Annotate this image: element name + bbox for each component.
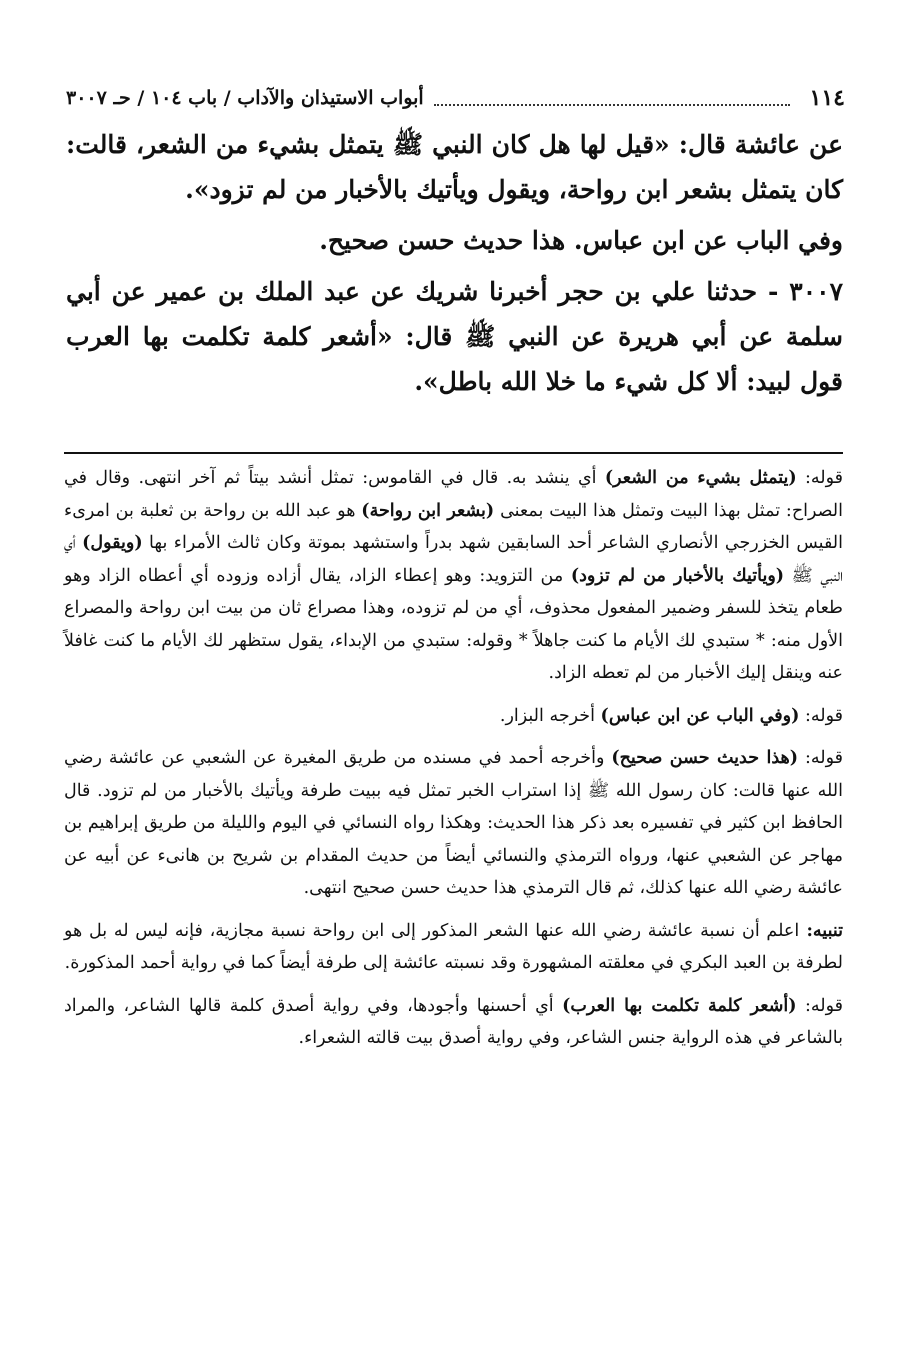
note-text: من التزويد: وهو إعطاء الزاد، يقال أزاده وزوده أي أعطاه الزاد وهو طعام يتخذ للسفر وضمير المفعول محذوف، أي من لم تزوده، وهذا مصراع ثان من بيت ابن رواحة والمصراع الأول منه: * ستبدي لك الأيام ما كنت جاهلاً * وقوله: ستبدي من الإبداء، يقول ستظهر لك الأيام ما كنت غافلاً عنه وينقل إليك الأخبار من لم تعطه الزاد.	[64, 565, 843, 683]
running-title: أبواب الاستيذان والآداب / باب ١٠٤ / حـ ٣٠٠٧	[66, 87, 424, 109]
commentary	[64, 462, 843, 1065]
note-lead: تنبيه:	[799, 920, 843, 941]
note-lead: قوله:	[796, 468, 843, 488]
note-text: أخرجه البزار.	[499, 705, 601, 726]
note-text: أي ينشد به. قال في القاموس: تمثل أنشد بيتاً ثم آخر انتهى. وقال في الصراح: تمثل بهذا البيت وتمثل هذا البيت بمعنى	[64, 468, 844, 521]
running-header	[66, 78, 845, 118]
hadith-3007-paragraph: ٣٠٠٧ - حدثنا علي بن حجر أخبرنا شريك عن عبد الملك بن عمير عن أبي سلمة عن أبي هريرة عن النبي ﷺ قال: «أشعر كلمة تكلمت بها العرب قول لبيد: ألا كل شيء ما خلا الله باطل».	[66, 277, 843, 396]
note-1	[64, 462, 843, 690]
note-term: (يتمثل بشيء من الشعر)	[604, 468, 797, 488]
note-term: (ويقول)	[82, 533, 143, 553]
note-text: اعلم أن نسبة عائشة رضي الله عنها الشعر المذكور إلى ابن رواحة نسبة مجازية، فإنه ليس له بل هو لطرفة بن العبد البكري في معلقته المشهورة وقد نسبته عائشة إلى طرفة أيضاً كما في رواية أحمد المذكورة.	[64, 920, 843, 973]
note-term: (وفي الباب عن ابن عباس)	[600, 705, 800, 726]
note-4	[64, 915, 843, 980]
note-5	[64, 990, 843, 1055]
header-dot-leader	[434, 90, 790, 106]
note-term: (بشعر ابن رواحة)	[361, 500, 495, 521]
note-lead: قوله:	[796, 995, 843, 1016]
hadith-end-paragraph: عن عائشة قال: «قيل لها هل كان النبي ﷺ يتمثل بشيء من الشعر، قالت: كان يتمثل بشعر ابن رواحة، ويقول ويأتيك بالأخبار من لم تزود».	[66, 130, 843, 204]
note-lead: قوله:	[798, 748, 844, 768]
note-text: وأخرجه أحمد في مسنده من طريق المغيرة عن الشعبي عن عائشة رضي الله عنها قالت: كان رسول الله ﷺ إذا استراب الخبر تمثل فيه ببيت طرفة ويأتيك بالأخبار من لم تزود. قال الحافظ ابن كثير في تفسيره بعد ذكر هذا الحديث: وهكذا رواه النسائي في اليوم والليلة من طريق إبراهيم بن مهاجر عن الشعبي عنها، ورواه الترمذي والنسائي أيضاً من حديث المقدام بن شريح بن هانىء عن أبيه عن عائشة رضي الله عنها كذلك، ثم قال الترمذي هذا حديث حسن صحيح انتهى.	[64, 748, 843, 898]
note-2	[64, 700, 843, 733]
bab-note-paragraph: وفي الباب عن ابن عباس. هذا حديث حسن صحيح.	[319, 226, 843, 255]
note-term: (ويأتيك بالأخبار من لم تزود)	[570, 565, 785, 586]
note-text: هو عبد الله بن رواحة بن ثعلبة بن امرىء القيس الخزرجي الأنصاري الشاعر أحد السابقين شهد بدراً واستشهد بموتة وكان ثالث الأمراء بها	[64, 500, 843, 553]
hadith-text	[66, 122, 843, 410]
page-number: ١١٤	[809, 85, 845, 111]
note-text: أي النبي ﷺ	[64, 533, 843, 586]
note-term: (أشعر كلمة تكلمت بها العرب)	[562, 995, 797, 1016]
note-text: أي أحسنها وأجودها، وفي رواية أصدق كلمة قالها الشاعر، والمراد بالشاعر في هذه الرواية جنس الشاعر، وفي رواية أصدق بيت قالته الشعراء.	[64, 995, 843, 1048]
note-lead: قوله:	[799, 705, 843, 726]
note-term: (هذا حديث حسن صحيح)	[611, 748, 799, 768]
footnote-divider	[64, 452, 843, 454]
note-3	[64, 742, 843, 905]
